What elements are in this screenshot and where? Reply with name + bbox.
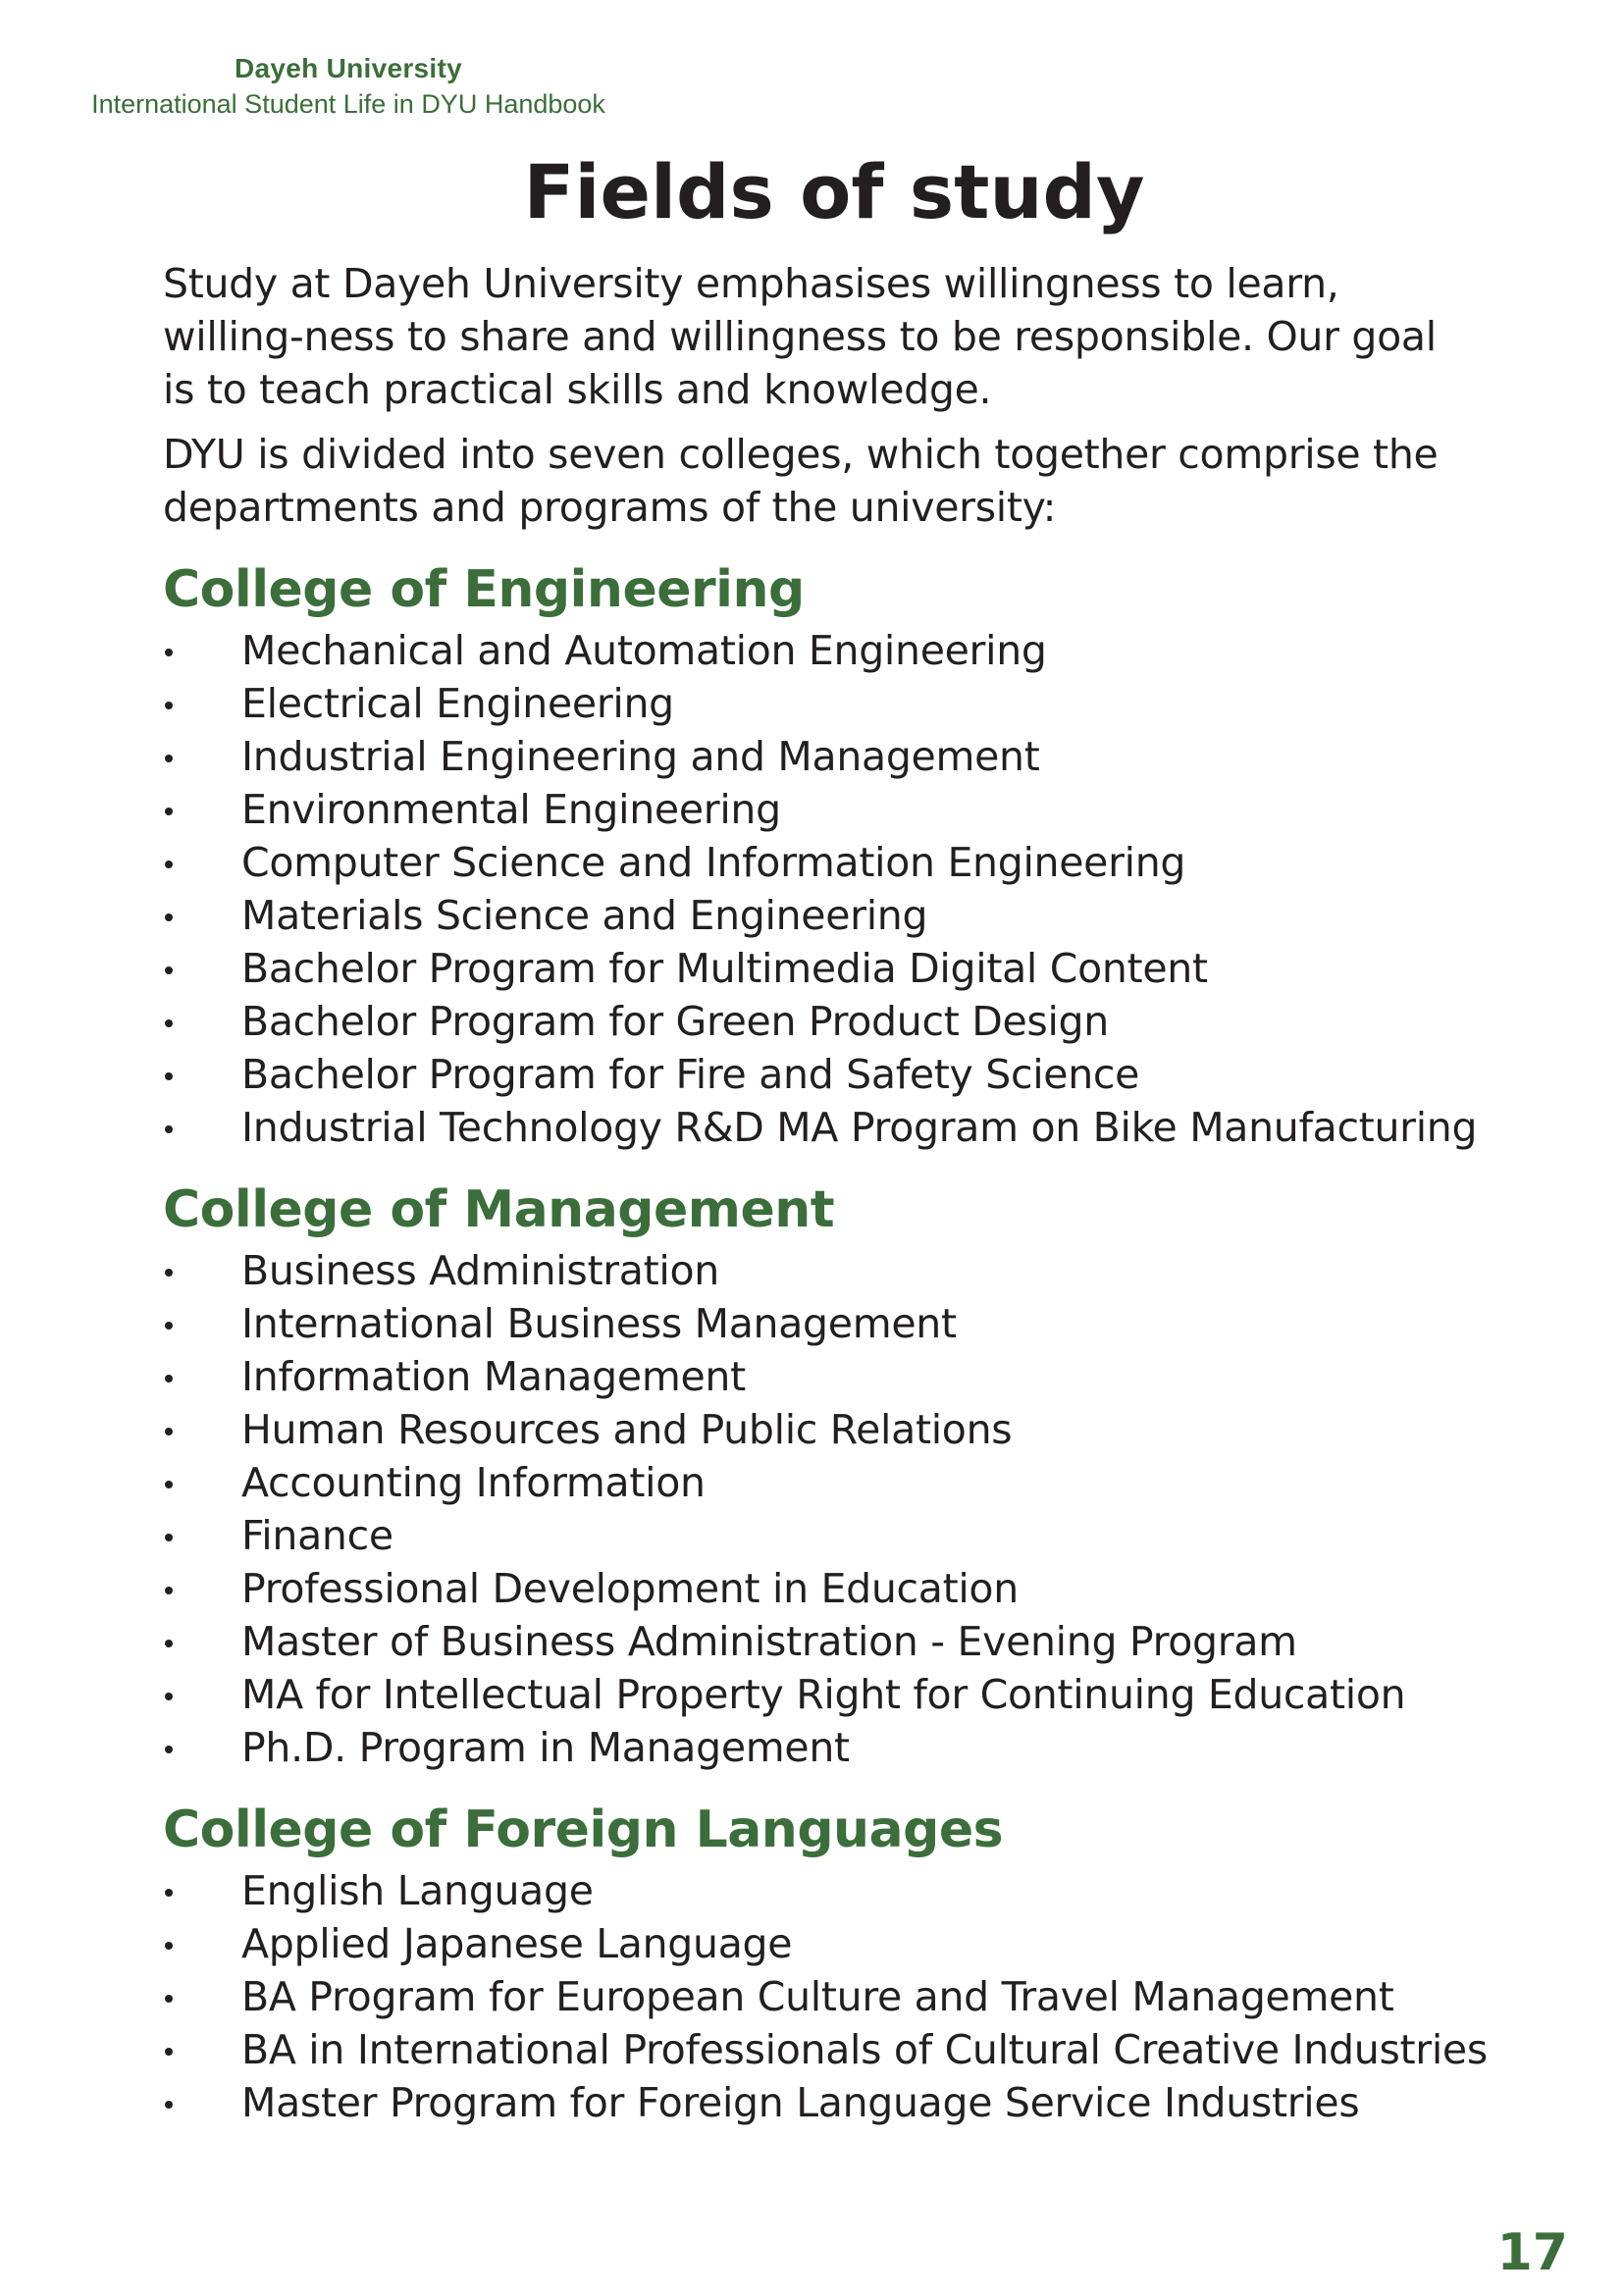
program-name: Professional Development in Education	[241, 1565, 1019, 1612]
college-heading: College of Management	[163, 1180, 835, 1239]
program-name: Master Program for Foreign Language Service Industries	[241, 2079, 1360, 2126]
program-name: Applied Japanese Language	[241, 1920, 793, 1967]
program-name: Electrical Engineering	[241, 680, 674, 727]
bullet-icon	[165, 1746, 173, 1753]
program-name: BA in International Professionals of Cultural Creative Industries	[241, 2026, 1488, 2073]
program-name: Bachelor Program for Multimedia Digital Content	[241, 945, 1208, 992]
program-name: International Business Management	[241, 1300, 957, 1347]
list-item	[163, 1668, 1478, 1721]
program-list	[163, 1864, 1488, 2129]
list-item	[163, 942, 1478, 995]
list-item	[163, 624, 1478, 677]
bullet-icon	[165, 1693, 173, 1700]
bullet-icon	[165, 808, 173, 815]
bullet-icon	[165, 1587, 173, 1594]
bullet-icon	[165, 2048, 173, 2056]
program-name: English Language	[241, 1867, 594, 1914]
bullet-icon	[165, 1640, 173, 1647]
bullet-icon	[165, 1269, 173, 1277]
list-item	[163, 1244, 1478, 1297]
program-name: Finance	[241, 1512, 393, 1559]
bullet-icon	[165, 2101, 173, 2109]
program-name: Mechanical and Automation Engineering	[241, 627, 1047, 674]
intro-paragraph-1: Study at Dayeh University emphasises willingness to learn, willing-ness to share and willingness to be responsible. Our goal is to teach practical skills and knowledge.	[163, 260, 1437, 413]
program-name: Computer Science and Information Engineering	[241, 839, 1186, 886]
program-name: Accounting Information	[241, 1459, 706, 1506]
list-item	[163, 1721, 1478, 1774]
bullet-icon	[165, 1942, 173, 1950]
program-name: Industrial Engineering and Management	[241, 733, 1040, 780]
program-name: Bachelor Program for Green Product Design	[241, 998, 1109, 1045]
list-item	[163, 1917, 1478, 1970]
bullet-icon	[165, 1534, 173, 1541]
program-name: Human Resources and Public Relations	[241, 1406, 1013, 1453]
college-engineering-section	[163, 555, 1478, 1154]
running-header	[0, 51, 697, 122]
list-item	[163, 730, 1478, 783]
bullet-icon	[165, 755, 173, 762]
header-subtitle: International Student Life in DYU Handbook	[91, 89, 605, 119]
bullet-icon	[165, 966, 173, 974]
list-item	[163, 995, 1478, 1048]
college-foreign-languages-section	[163, 1796, 1488, 2129]
bullet-icon	[165, 1322, 173, 1330]
list-item	[163, 1970, 1478, 2023]
bullet-icon	[165, 1019, 173, 1027]
main-content	[163, 257, 1488, 2129]
program-name: BA Program for European Culture and Travel Management	[241, 1973, 1394, 2020]
bullet-icon	[165, 1125, 173, 1133]
bullet-icon	[165, 1889, 173, 1897]
list-item	[163, 1101, 1478, 1154]
list-item	[163, 677, 1478, 730]
program-name: Materials Science and Engineering	[241, 892, 928, 939]
program-name: Master of Business Administration - Evening Program	[241, 1618, 1297, 1665]
intro-paragraph-2: DYU is divided into seven colleges, which together comprise the departments and programs of the university:	[163, 431, 1439, 531]
bullet-icon	[165, 1428, 173, 1435]
program-name: Ph.D. Program in Management	[241, 1724, 850, 1771]
list-item	[163, 2023, 1488, 2076]
program-name: MA for Intellectual Property Right for Continuing Education	[241, 1671, 1406, 1718]
list-item	[163, 836, 1478, 889]
list-item	[163, 1864, 1478, 1917]
list-item	[163, 783, 1478, 836]
college-management-section	[163, 1175, 1478, 1774]
bullet-icon	[165, 1375, 173, 1383]
bullet-icon	[165, 913, 173, 921]
bullet-icon	[165, 1995, 173, 2003]
page-number: 17	[1496, 2223, 1568, 2282]
program-list	[163, 624, 1478, 1154]
list-item	[163, 1562, 1478, 1615]
bullet-icon	[165, 702, 173, 709]
list-item	[163, 1350, 1478, 1403]
program-name: Bachelor Program for Fire and Safety Science	[241, 1051, 1140, 1098]
header-title: Dayeh University	[234, 53, 462, 83]
list-item	[163, 1048, 1478, 1101]
program-name: Environmental Engineering	[241, 786, 781, 833]
list-item	[163, 2076, 1478, 2129]
program-name: Business Administration	[241, 1247, 719, 1294]
bullet-icon	[165, 1481, 173, 1488]
college-heading: College of Foreign Languages	[163, 1800, 1004, 1859]
program-name: Industrial Technology R&D MA Program on Bike Manufacturing	[241, 1104, 1478, 1151]
list-item	[163, 1456, 1478, 1509]
college-heading: College of Engineering	[163, 560, 805, 619]
list-item	[163, 1509, 1478, 1562]
list-item	[163, 1403, 1478, 1456]
bullet-icon	[165, 649, 173, 656]
list-item	[163, 1297, 1478, 1350]
program-name: Information Management	[241, 1353, 746, 1400]
list-item	[163, 1615, 1478, 1668]
page-title: Fields of study	[523, 148, 1145, 235]
program-list	[163, 1244, 1478, 1774]
list-item	[163, 889, 1478, 942]
bullet-icon	[165, 861, 173, 868]
bullet-icon	[165, 1072, 173, 1080]
